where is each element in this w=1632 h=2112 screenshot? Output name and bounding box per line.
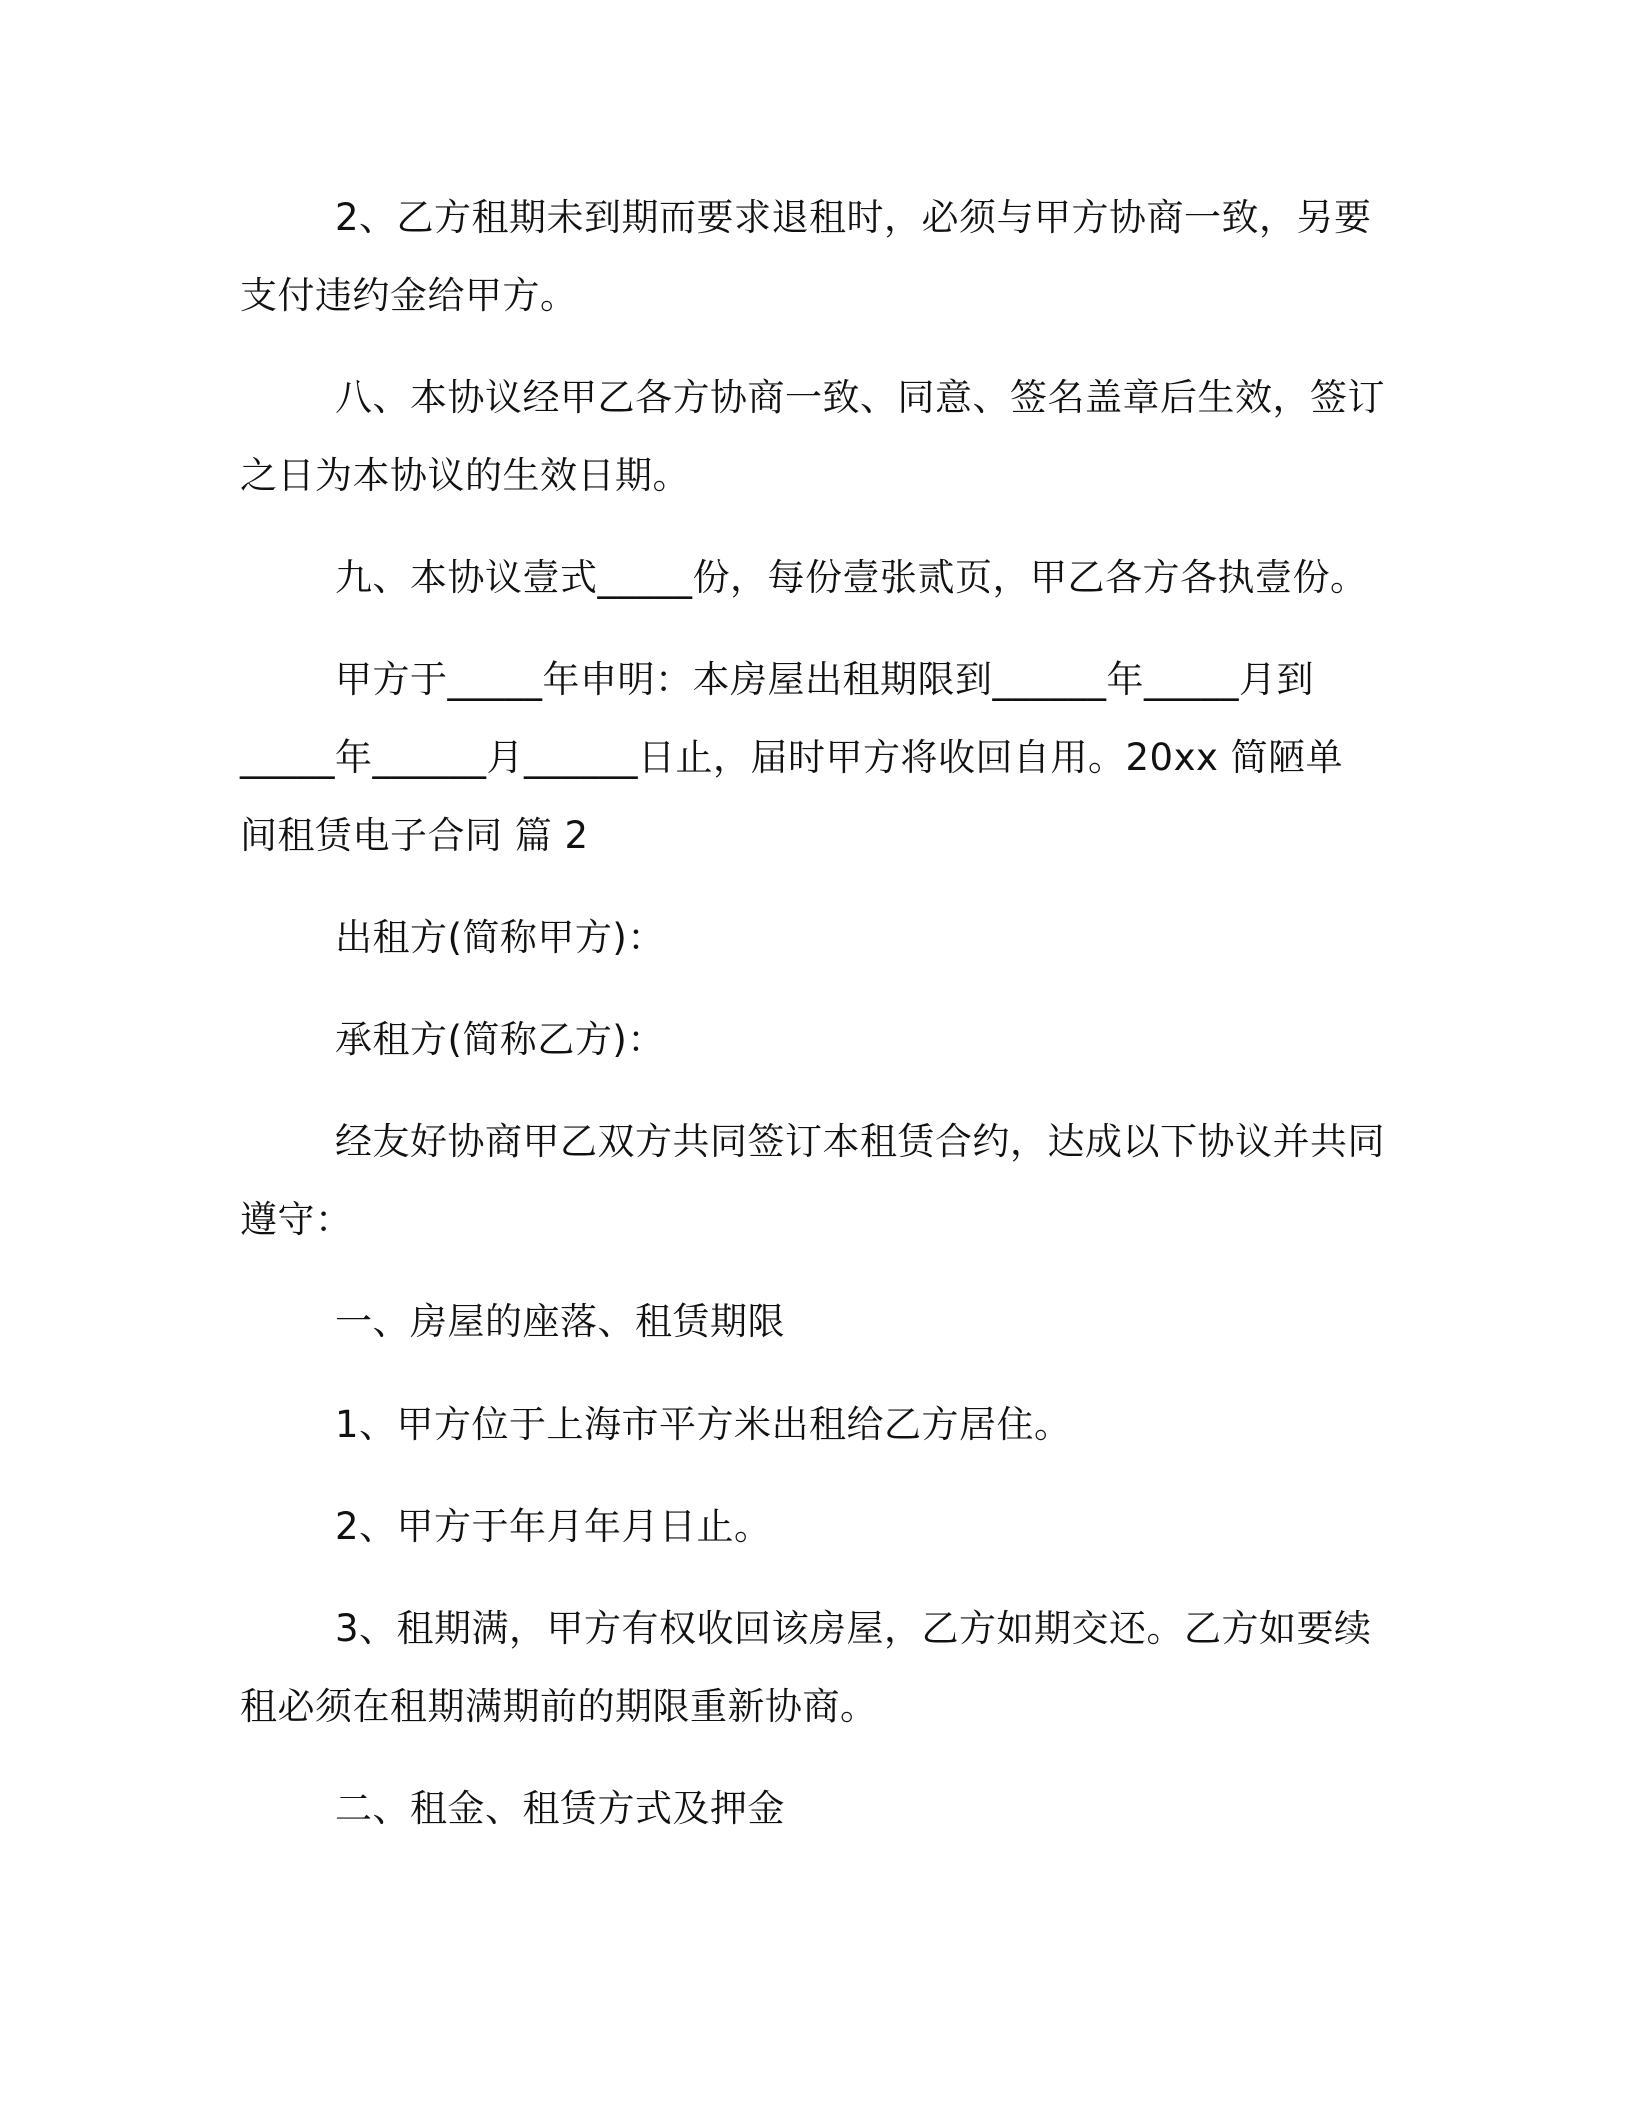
declaration-line-1: 甲方于_____年申明：本房屋出租期限到______年_____月到 [335,658,1314,701]
clause-early-termination-line-2: 支付违约金给甲方。 [240,274,578,317]
section-one-item-2: 2、甲方于年月年月日止。 [335,1505,772,1548]
clause-nine-line-1: 九、本协议壹式_____份，每份壹张贰页，甲乙各方各执壹份。 [335,556,1368,599]
section-two-heading: 二、租金、租赁方式及押金 [335,1787,785,1830]
declaration-line-2: _____年______月______日止，届时甲方将收回自用。20xx 简陋单 [240,736,1344,779]
agreement-intro-line-1: 经友好协商甲乙双方共同签订本租赁合约，达成以下协议并共同 [335,1120,1385,1163]
section-one-item-3-line-1: 3、租期满，甲方有权收回该房屋，乙方如期交还。乙方如要续 [335,1607,1372,1650]
lessee-field: 承租方(简称乙方)： [335,1018,665,1061]
section-one-item-1: 1、甲方位于上海市平方米出租给乙方居住。 [335,1403,1072,1446]
lessor-field: 出租方(简称甲方)： [335,916,665,959]
clause-eight-line-2: 之日为本协议的生效日期。 [240,454,690,497]
clause-eight-line-1: 八、本协议经甲乙各方协商一致、同意、签名盖章后生效，签订 [335,376,1385,419]
section-one-item-3-line-2: 租必须在租期满期前的期限重新协商。 [240,1685,878,1728]
agreement-intro-line-2: 遵守： [240,1198,353,1241]
section-one-heading: 一、房屋的座落、租赁期限 [335,1300,785,1343]
clause-early-termination-line-1: 2、乙方租期未到期而要求退租时，必须与甲方协商一致，另要 [335,196,1372,239]
section-heading-part-2: 间租赁电子合同 篇 2 [240,814,589,857]
